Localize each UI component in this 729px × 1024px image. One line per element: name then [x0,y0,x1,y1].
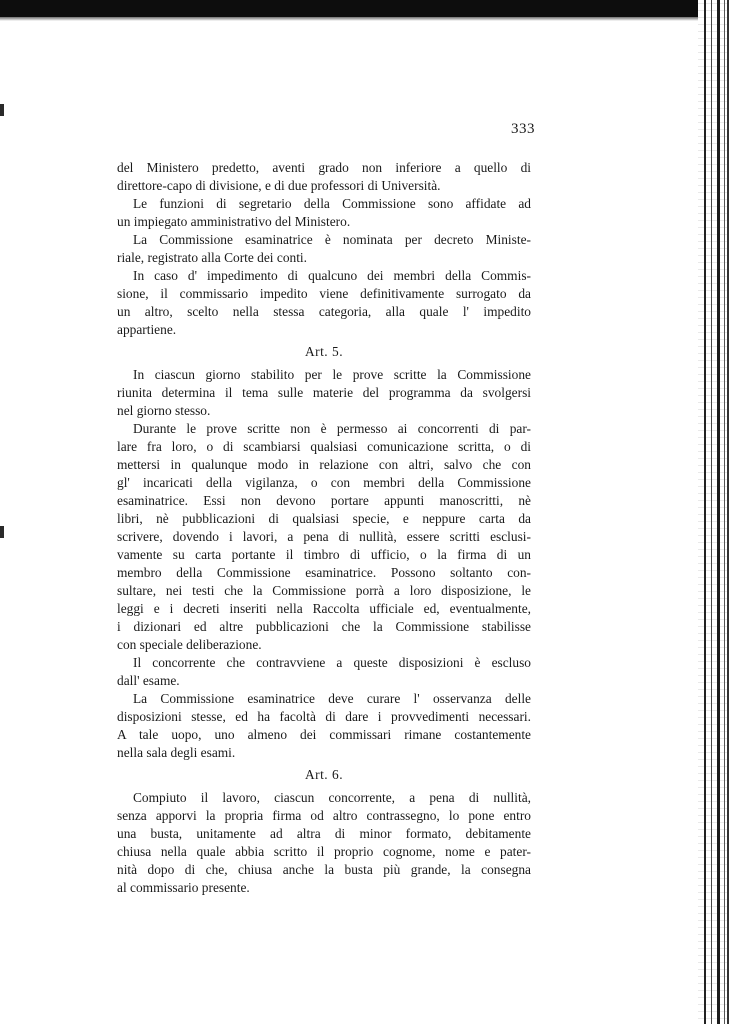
text-line: La Commissione esaminatrice deve curare l' osservanza delle [133,691,531,706]
text-line: vamente su carta portante il timbro di ufficio, o la firma di un [117,547,531,562]
text-line: appartiene. [117,322,177,337]
text-line: Il concorrente che contravviene a queste disposizioni è escluso [133,655,531,670]
text-line: membro della Commissione esaminatrice. Possono soltanto con- [117,565,531,580]
text-line: Durante le prove scritte non è permesso ai concorrenti di par- [133,421,531,436]
text-line: nità dopo di che, chiusa anche la busta più grande, la consegna [117,862,531,877]
paragraph [117,690,531,762]
text-line: i dizionari ed altre pubblicazioni che la Commissione stabilisse [117,619,531,634]
paragraph [117,366,531,420]
text-line: direttore-capo di divisione, e di due professori di Università. [117,178,441,193]
text-line: esaminatrice. Essi non devono portare appunti manoscritti, nè [117,493,531,508]
text-line: riale, registrato alla Corte dei conti. [117,250,307,265]
paragraph [117,654,531,690]
text-line: del Ministero predetto, aventi grado non inferiore a quello di [117,160,531,175]
article-heading: Art. 6. [304,767,344,782]
text-line: Compiuto il lavoro, ciascun concorrente, a pena di nullità, [133,790,531,805]
book-binding-edge [698,0,729,1024]
text-line: La Commissione esaminatrice è nominata per decreto Ministe- [133,232,531,247]
text-line: disposizioni stesse, ed ha facoltà di dare i provvedimenti necessari. [117,709,531,724]
text-line: nella sala degli esami. [117,745,236,760]
text-line: dall' esame. [117,673,180,688]
text-line: senza apporvi la propria firma od altro contrassegno, lo pone entro [117,808,531,823]
text-line: sultare, nei testi che la Commissione porrà a loro disposizione, le [117,583,531,598]
text-line: lare fra loro, o di scambiarsi qualsiasi comunicazione scritta, o di [117,439,531,454]
text-line: In caso d' impedimento di qualcuno dei membri della Commis- [133,268,531,283]
text-line: nel giorno stesso. [117,403,211,418]
paragraph [117,789,531,897]
scan-margin-mark [0,104,4,116]
text-line: al commissario presente. [117,880,250,895]
text-line: un altro, scelto nella stessa categoria, alla quale l' impedito [117,304,531,319]
text-line: Le funzioni di segretario della Commissione sono affidate ad [133,196,531,211]
text-line: un impiegato amministrativo del Ministero. [117,214,351,229]
text-line: scrivere, dovendo i lavori, a pena di nullità, essere scritti esclusi- [117,529,531,544]
document-body [117,159,531,897]
page-number: 333 [511,121,535,137]
paragraph [117,420,531,654]
scan-margin-mark [0,526,4,538]
text-line: mettersi in qualunque modo in relazione con altri, salvo che con [117,457,531,472]
text-line: libri, nè pubblicazioni di qualsiasi specie, e neppure carta da [117,511,531,526]
text-line: chiusa nella quale abbia scritto il proprio cognome, nome e pater- [117,844,531,859]
scan-top-shadow [0,17,700,21]
text-line: riunita determina il tema sulle materie del programma da svolgersi [117,385,531,400]
scan-top-border [0,0,729,17]
text-line: leggi e i decreti inseriti nella Raccolta ufficiale ed, eventualmente, [117,601,531,616]
text-line: In ciascun giorno stabilito per le prove scritte la Commissione [133,367,531,382]
paragraph [117,195,531,231]
text-line: una busta, unitamente ad altra di minor formato, debitamente [117,826,531,841]
paragraph [117,267,531,339]
text-line: sione, il commissario impedito viene definitivamente surrogato da [117,286,531,301]
article-heading: Art. 5. [304,344,344,359]
text-line: gl' incaricati della vigilanza, o con membri della Commissione [117,475,531,490]
text-line: con speciale deliberazione. [117,637,262,652]
paragraph [117,231,531,267]
text-line: A tale uopo, uno almeno dei commissari rimane costantemente [117,727,531,742]
paragraph [117,159,531,195]
